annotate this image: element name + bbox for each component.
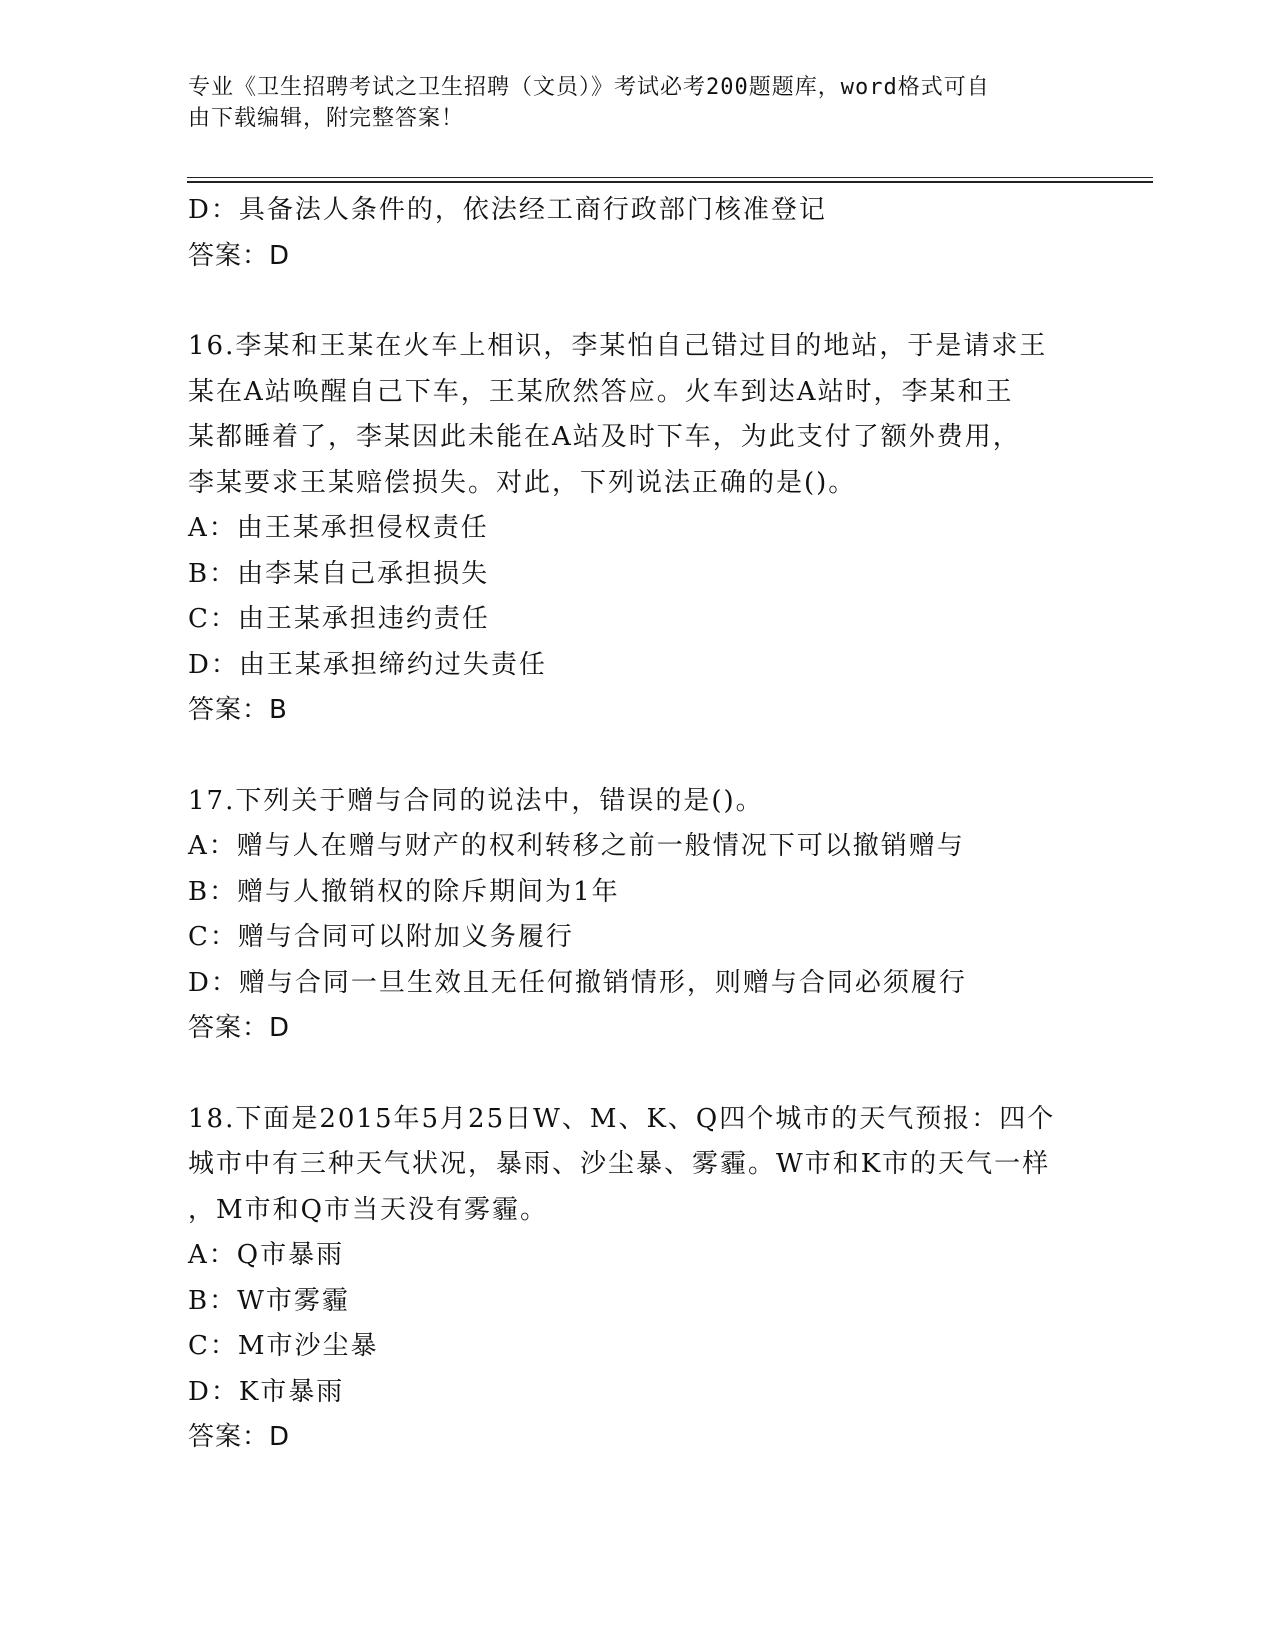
- answer-line: 答案：B: [188, 695, 288, 725]
- header-divider-thin: [187, 177, 1153, 178]
- option-b: B：赠与人撤销权的除斥期间为1年: [188, 876, 620, 907]
- option-d: D：K市暴雨: [188, 1376, 345, 1407]
- option-a: A：Q市暴雨: [188, 1240, 345, 1270]
- answer-line: 答案：D: [188, 1422, 291, 1452]
- header-line-1: 专业《卫生招聘考试之卫生招聘（文员）》考试必考200题题库，word格式可自: [188, 75, 990, 100]
- option-d: D：由王某承担缔约过失责任: [188, 649, 547, 680]
- question-stem-line: 16.李某和王某在火车上相识，李某怕自己错过目的地站，于是请求王: [188, 331, 1048, 361]
- spacer: [188, 279, 1088, 324]
- option-a: A：赠与人在赠与财产的权利转移之前一般情况下可以撤销赠与: [188, 831, 965, 861]
- option-c: C：M市沙尘暴: [188, 1331, 379, 1361]
- question-stem-line: 城市中有三种天气状况，暴雨、沙尘暴、雾霾。W市和K市的天气一样: [188, 1149, 1051, 1179]
- question-stem-line: 18.下面是2015年5月25日W、M、K、Q四个城市的天气预报：四个: [188, 1103, 1056, 1134]
- document-header: [188, 72, 1068, 134]
- question-16: [188, 324, 1088, 734]
- question-17: [188, 779, 1088, 1052]
- answer-line: 答案：D: [188, 240, 291, 271]
- option-c: C：赠与合同可以附加义务履行: [188, 922, 574, 952]
- spacer: [188, 734, 1088, 779]
- option-b: B：W市雾霾: [188, 1285, 350, 1316]
- previous-question-tail: [188, 188, 1088, 279]
- question-stem-line: ，M市和Q市当天没有雾霾。: [188, 1194, 548, 1225]
- option-a: A：由王某承担侵权责任: [188, 513, 489, 543]
- header-divider-thick: [187, 181, 1153, 183]
- question-18: [188, 1097, 1088, 1461]
- option-d: D：具备法人条件的，依法经工商行政部门核准登记: [188, 195, 827, 225]
- answer-line: 答案：D: [188, 1013, 291, 1043]
- option-b: B：由李某自己承担损失: [188, 558, 490, 589]
- question-stem-line: 17.下列关于赠与合同的说法中，错误的是()。: [188, 785, 764, 816]
- question-stem-line: 某在A站唤醒自己下车，王某欣然答应。火车到达A站时，李某和王: [188, 376, 1014, 407]
- option-c: C：由王某承担违约责任: [188, 604, 490, 634]
- header-line-2: 由下载编辑，附完整答案！: [188, 106, 465, 131]
- spacer: [188, 1052, 1088, 1097]
- question-stem-line: 某都睡着了，李某因此未能在A站及时下车，为此支付了额外费用，: [188, 422, 1021, 452]
- question-list: [188, 188, 1088, 1461]
- question-stem-line: 李某要求王某赔偿损失。对此，下列说法正确的是()。: [188, 467, 857, 498]
- option-d: D：赠与合同一旦生效且无任何撤销情形，则赠与合同必须履行: [188, 967, 967, 998]
